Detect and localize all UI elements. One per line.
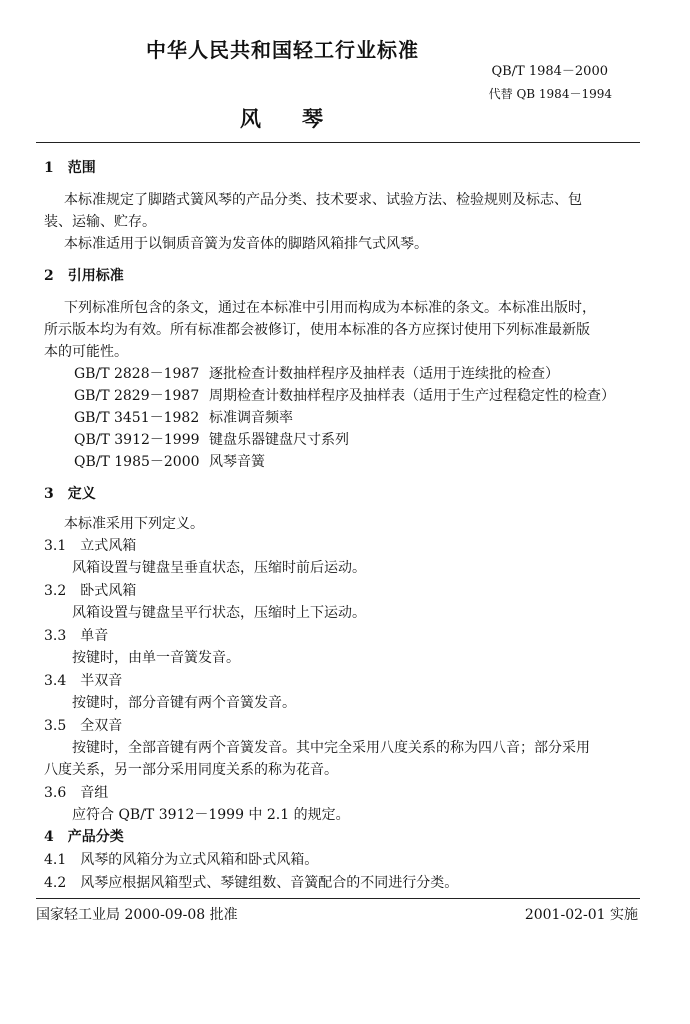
header-divider [36,142,640,143]
reference-row [74,429,349,451]
section-3-3-body: 按键时，由单一音簧发音。 [72,650,240,666]
section-3-5-body-line-1: 按键时，全部音键有两个音簧发音。其中完全采用八度关系的称为四八音；部分采用 [72,740,590,756]
reference-row [74,407,293,429]
section-3-1-body: 风箱设置与键盘呈垂直状态，压缩时前后运动。 [72,560,366,576]
section-4-title: 4 产品分类 [44,829,124,845]
section-3-2-title: 3.2 卧式风箱 [44,583,137,599]
reference-row [74,363,559,385]
section-3-5-body-line-2: 八度关系，另一部分采用同度关系的称为花音。 [44,762,338,778]
section-1-para-2: 本标准适用于以铜质音簧为发音体的脚踏风箱排气式风琴。 [64,236,428,252]
section-4-1: 4.1 风琴的风箱分为立式风箱和卧式风箱。 [44,852,319,868]
standard-number: QB/T 1984－2000 [491,64,608,79]
section-2-title: 2 引用标准 [44,268,124,284]
section-1-para-1-line-2: 装、运输、贮存。 [44,214,156,230]
footer-divider [36,898,640,899]
reference-code: GB/T 3451－1982 [74,410,200,426]
section-3-1-title: 3.1 立式风箱 [44,538,137,554]
document-title: 风 琴 [240,106,333,131]
section-3-6-body: 应符合 QB/T 3912－1999 中 2.1 的规定。 [72,807,350,823]
reference-title: 逐批检查计数抽样程序及抽样表（适用于连续批的检查） [209,366,559,382]
section-2-para-line-1: 下列标准所包含的条文，通过在本标准中引用而构成为本标准的条文。本标准出版时， [64,300,596,316]
section-3-3-title: 3.3 单音 [44,628,109,644]
reference-title: 键盘乐器键盘尺寸系列 [209,432,349,448]
section-3-5-title: 3.5 全双音 [44,718,123,734]
section-2-para-line-2: 所示版本均为有效。所有标准都会被修订，使用本标准的各方应探讨使用下列标准最新版 [44,322,590,338]
reference-title: 周期检查计数抽样程序及抽样表（适用于生产过程稳定性的检查） [209,388,615,404]
reference-row [74,451,265,473]
section-3-4-body: 按键时，部分音键有两个音簧发音。 [72,695,296,711]
section-4-2: 4.2 风琴应根据风箱型式、琴键组数、音簧配合的不同进行分类。 [44,875,459,891]
section-3-4-title: 3.4 半双音 [44,673,123,689]
reference-row [74,385,615,407]
replaces-standard: 代替 QB 1984－1994 [488,87,612,101]
section-1-title: 1 范围 [44,160,96,176]
reference-code: QB/T 3912－1999 [74,432,200,448]
section-3-6-title: 3.6 音组 [44,785,109,801]
org-title: 中华人民共和国轻工行业标准 [146,38,419,62]
section-3-title: 3 定义 [44,486,96,502]
reference-code: GB/T 2829－1987 [74,388,200,404]
section-1-para-1-line-1: 本标准规定了脚踏式簧风琴的产品分类、技术要求、试验方法、检验规则及标志、包 [64,192,582,208]
reference-code: QB/T 1985－2000 [74,454,200,470]
section-3-intro: 本标准采用下列定义。 [64,516,204,532]
effective-date: 2001-02-01 实施 [524,907,638,923]
reference-title: 标准调音频率 [209,410,293,426]
reference-title: 风琴音簧 [209,454,265,470]
approval-note: 国家轻工业局 2000-09-08 批准 [36,907,238,923]
section-2-para-line-3: 本的可能性。 [44,344,128,360]
reference-code: GB/T 2828－1987 [74,366,200,382]
section-3-2-body: 风箱设置与键盘呈平行状态，压缩时上下运动。 [72,605,366,621]
